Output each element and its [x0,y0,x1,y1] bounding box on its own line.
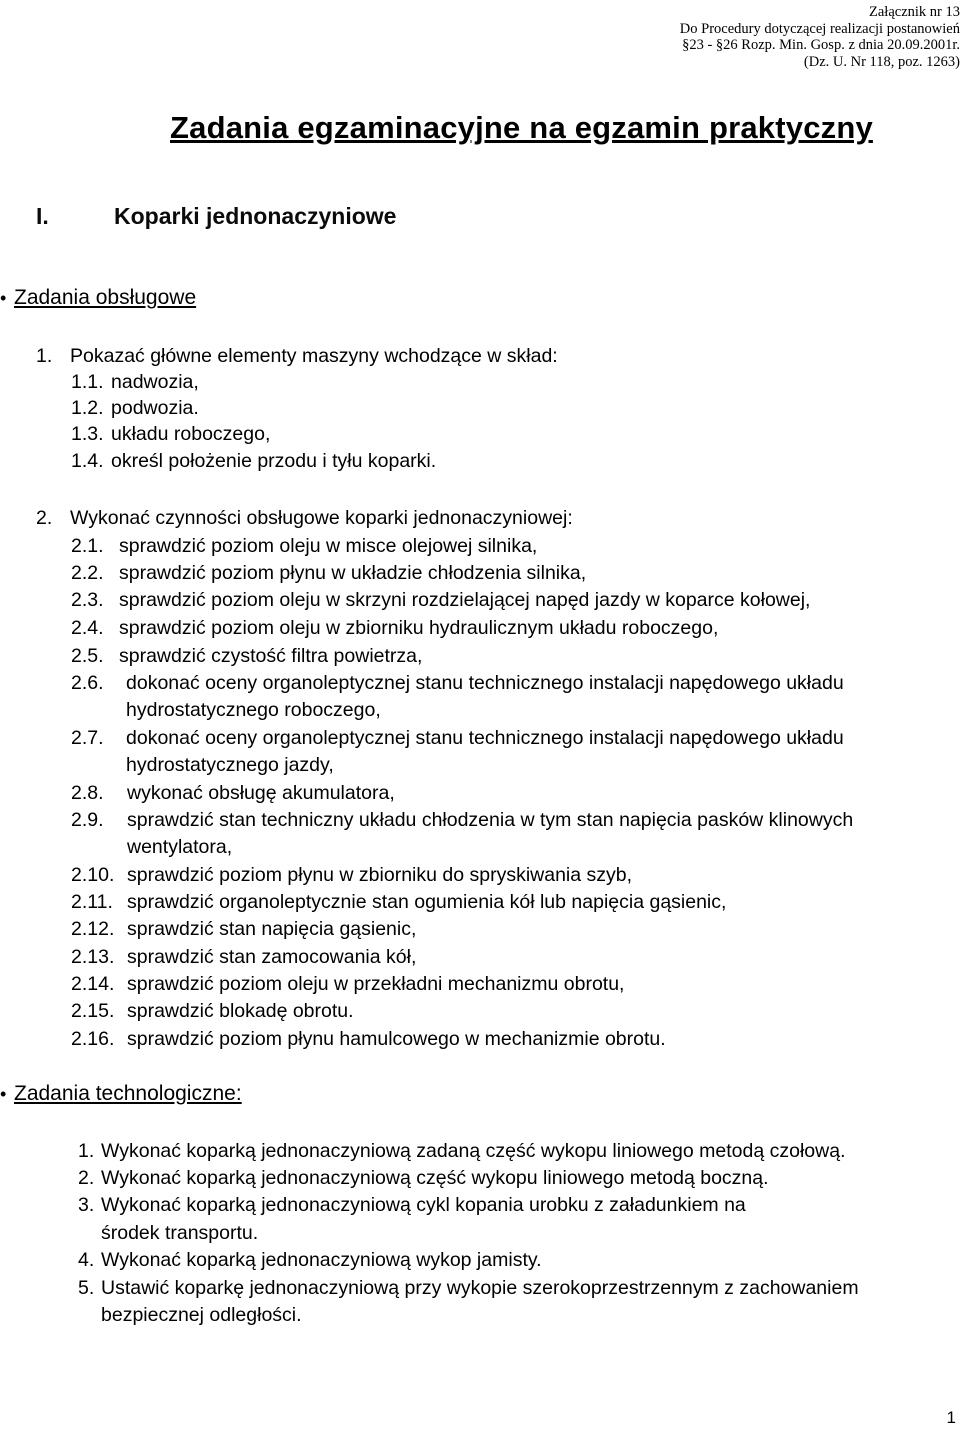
list-item: 2.1. sprawdzić poziom oleju w misce olejowej silnika, [71,535,538,557]
service-heading-label: Zadania obsługowe [14,286,197,309]
list-item: 2.8. wykonać obsługę akumulatora, [71,782,395,804]
item-text: Pokazać główne elementy maszyny wchodzące w skład: [70,345,558,367]
list-item: 2.16. sprawdzić poziom płynu hamulcowego w mechanizmie obrotu. [71,1028,666,1050]
service-heading [0,286,196,310]
attachment-header [490,4,960,70]
header-line: Do Procedury dotyczącej realizacji postanowień [679,20,960,37]
list-item: 1.1. nadwozia, [71,371,199,393]
list-item-continuation: środek transportu. [101,1222,259,1244]
list-item-continuation: wentylatora, [127,836,233,858]
list-item: 2.14. sprawdzić poziom oleju w przekładni mechanizmu obrotu, [71,973,625,995]
list-item: 2.12. sprawdzić stan napięcia gąsienic, [71,918,417,940]
list-item: 2.2. sprawdzić poziom płynu w układzie chłodzenia silnika, [71,562,587,584]
list-item: 4. Wykonać koparką jednonaczyniową wykop jamisty. [78,1249,542,1271]
list-item: 3. Wykonać koparką jednonaczyniową cykl kopania urobku z załadunkiem na [78,1194,746,1216]
section-number: I. [36,203,49,229]
section-heading [36,203,396,230]
list-item: 2. Wykonać koparką jednonaczyniową część wykopu liniowego metodą boczną. [78,1167,769,1189]
bullet-icon: • [0,288,7,308]
list-item: 2.13. sprawdzić stan zamocowania kół, [71,946,417,968]
header-line: Załącznik nr 13 [869,4,960,20]
list-item: 2.9. sprawdzić stan techniczny układu chłodzenia w tym stan napięcia pasków klinowych [71,809,854,831]
bullet-icon: • [0,1084,7,1104]
technological-heading-label: Zadania technologiczne: [14,1082,242,1105]
header-line: §23 - §26 Rozp. Min. Gosp. z dnia 20.09.2001r. [682,37,960,53]
list-item: 1.4. określ położenie przodu i tyłu koparki. [71,450,437,472]
list-item: 2.3. sprawdzić poziom oleju w skrzyni rozdzielającej napęd jazdy w koparce kołowej, [71,589,811,611]
list-item: 1.3. układu roboczego, [71,423,271,445]
list-item [36,343,558,369]
list-item: 2.6. dokonać oceny organoleptycznej stanu technicznego instalacji napędowego układu [71,672,844,694]
list-item: 2. Wykonać czynności obsługowe koparki jednonaczyniowej: [36,507,573,529]
list-item: 2.7. dokonać oceny organoleptycznej stanu technicznego instalacji napędowego układu [71,727,844,749]
page-number: 1 [946,1408,956,1427]
list-item: 1.2. podwozia. [71,397,199,419]
technological-heading [0,1082,242,1106]
list-item: 5. Ustawić koparkę jednonaczyniową przy wykopie szerokoprzestrzennym z zachowaniem [78,1277,859,1299]
list-item: 1. Wykonać koparką jednonaczyniową zadaną część wykopu liniowego metodą czołową. [78,1140,846,1162]
list-item: 2.10. sprawdzić poziom płynu w zbiorniku do spryskiwania szyb, [71,864,633,886]
list-item: 2.11. sprawdzić organoleptycznie stan ogumienia kół lub napięcia gąsienic, [71,891,727,913]
list-item-continuation: hydrostatycznego jazdy, [126,754,334,776]
list-item-continuation: hydrostatycznego roboczego, [126,699,381,721]
page-title: Zadania egzaminacyjne na egzamin praktyczny [170,110,873,145]
header-line: (Dz. U. Nr 118, poz. 1263) [803,53,960,70]
list-item-continuation: bezpiecznej odległości. [101,1304,302,1326]
section-name: Koparki jednonaczyniowe [114,203,397,229]
item-number: 1. [36,345,53,367]
list-item: 2.5. sprawdzić czystość filtra powietrza, [71,645,423,667]
list-item: 2.4. sprawdzić poziom oleju w zbiorniku hydraulicznym układu roboczego, [71,617,719,639]
list-item: 2.15. sprawdzić blokadę obrotu. [71,1000,354,1022]
